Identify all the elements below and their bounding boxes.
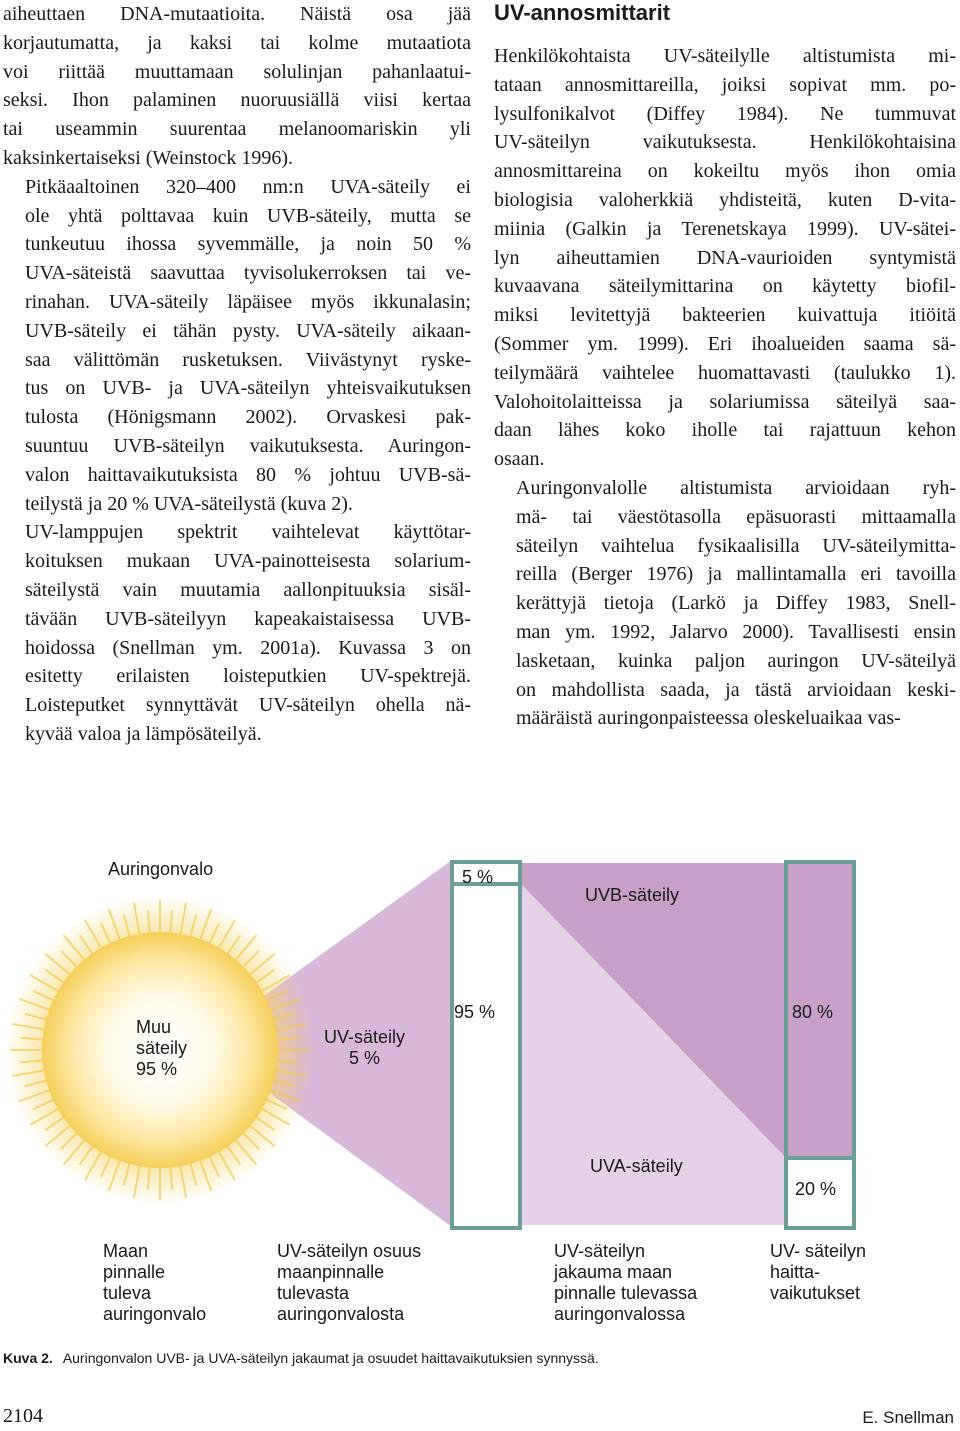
- left-paragraph-2-line: suuntuu UVB-säteilyn vaikutuksesta. Auringon-: [25, 434, 471, 457]
- right-paragraph-1-line: (Sommer ym. 1999). Eri ihoalueiden saama sä-: [494, 332, 956, 355]
- bottom-label-2: UV-säteilyn osuus maanpinnalle tulevasta auringonvalosta: [277, 1241, 422, 1324]
- other-radiation-label: Muu säteily 95 %: [136, 1017, 188, 1079]
- bottom-label-4: UV- säteilyn haitta- vaikutukset: [770, 1241, 867, 1303]
- left-paragraph-1: [3, 0, 471, 173]
- right-paragraph-1-line: Valohoitolaitteissa ja solariumissa säteilyä saa-: [494, 390, 956, 413]
- left-paragraph-2-line: UVB-säteily ei tähän pysty. UVA-säteily aikaan-: [25, 319, 471, 342]
- right-paragraph-1: [494, 42, 956, 474]
- left-paragraph-2-line: tulosta (Hönigsmann 2002). Orvaskesi pak-: [25, 406, 471, 429]
- left-paragraph-1-line: kaksinkertaiseksi (Weinstock 1996).: [3, 146, 293, 169]
- left-paragraph-2-line: Pitkäaaltoinen 320–400 nm:n UVA-säteily ei: [25, 175, 471, 198]
- bottom-label-3: UV-säteilyn jakauma maan pinnalle tulevassa auringonvalossa: [554, 1241, 698, 1324]
- left-paragraph-1-line: voi riittää muuttamaan solulinjan pahanlaatui-: [3, 60, 471, 83]
- figure-uv-distribution: [0, 845, 960, 1345]
- section-heading: UV-annosmittarit: [494, 0, 671, 25]
- right-paragraph-1-line: miinia (Galkin ja Terenetskaya 1999). UV-sätei-: [494, 217, 956, 240]
- left-paragraph-3-line: säteilystä vain muutamia aallonpituuksia sisäl-: [25, 578, 471, 601]
- right-paragraph-2-line: on mahdollista saada, ja tästä arvioidaan keski-: [516, 678, 956, 701]
- left-paragraph-3-line: tävään UVB-säteilyyn kapeakaistaisessa UVB-: [25, 607, 471, 630]
- uvb-label: UVB-säteily: [585, 885, 680, 905]
- bar-1-top-percent: 5 %: [462, 867, 494, 887]
- bottom-label-1: Maan pinnalle tuleva auringonvalo: [103, 1241, 207, 1324]
- right-paragraph-1-line: biologisia valoherkkiä yhdisteitä, kuten D-vita-: [494, 188, 956, 211]
- sunlight-title: Auringonvalo: [108, 859, 214, 879]
- caption-text: Auringonvalon UVB- ja UVA-säteilyn jakaumat ja osuudet haittavaikutuksien synnyssä.: [62, 1350, 599, 1366]
- right-paragraph-1-line: annosmittareina on kokeiltu myös ihon omia: [494, 160, 956, 183]
- right-paragraph-2-line: kerättyjä tietoja (Larkö ja Diffey 1983, Snell-: [516, 592, 956, 615]
- uv-radiation-label: UV-säteily 5 %: [324, 1027, 406, 1068]
- left-paragraph-1-line: tai useammin suurentaa melanoomariskin yli: [3, 118, 471, 141]
- figure-caption: [3, 1350, 599, 1366]
- left-paragraph-3: [3, 518, 471, 748]
- left-paragraph-3-line: koituksen mukaan UVA-painotteisesta solarium-: [25, 550, 471, 573]
- right-paragraph-2-line: Auringonvalolle altistumista arvioidaan ryh-: [516, 476, 956, 499]
- left-paragraph-3-line: hoidossa (Snellman ym. 2001a). Kuvassa 3 on: [25, 636, 471, 659]
- right-paragraph-2-line: määräistä auringonpaisteessa oleskeluaikaa vas-: [516, 707, 901, 730]
- right-column: [494, 0, 956, 733]
- left-paragraph-2-line: UVA-säteistä saavuttaa tyvisolukerroksen tai ve-: [25, 262, 471, 285]
- left-paragraph-3-line: Loisteputket synnyttävät UV-säteilyn ohella nä-: [25, 694, 471, 717]
- left-paragraph-2: [3, 173, 471, 519]
- left-paragraph-2-line: valon haittavaikutuksista 80 % johtuu UVB-sä-: [25, 463, 471, 486]
- left-paragraph-3-line: kyvää valoa ja lämpösäteilyä.: [25, 722, 262, 745]
- left-paragraph-2-line: ole yhtä polttavaa kuin UVB-säteily, mutta se: [25, 204, 471, 227]
- left-paragraph-1-line: korjautumatta, ja kaksi tai kolme mutaatiota: [3, 31, 471, 54]
- right-paragraph-2-line: lasketaan, kuinka paljon auringon UV-säteilyä: [516, 649, 956, 672]
- left-paragraph-2-line: rinahan. UVA-säteily läpäisee myös ikkunalasin;: [25, 290, 471, 313]
- right-paragraph-1-line: UV-säteilyn vaikutuksesta. Henkilökohtaisina: [494, 131, 956, 154]
- right-paragraph-1-line: miksi levitettyjä bakteerien kuivattuja itiöitä: [494, 304, 956, 327]
- right-paragraph-1-line: daan lähes koko iholle tai rajattuun kehon: [494, 419, 956, 442]
- bar-2-top-percent: 80 %: [792, 1002, 834, 1022]
- left-paragraph-3-line: UV-lamppujen spektrit vaihtelevat käyttötar-: [25, 521, 471, 544]
- author-name: E. Snellman: [862, 1408, 954, 1427]
- right-paragraph-2-line: mä- tai väestötasolla epäsuorasti mittaamalla: [516, 505, 956, 528]
- bar-2-bottom-percent: 20 %: [795, 1179, 837, 1199]
- right-paragraph-1-line: tataan annosmittareilla, joiksi sopivat mm. po-: [494, 73, 956, 96]
- bar-1: [452, 862, 520, 1228]
- left-paragraph-1-line: seksi. Ihon palaminen nuoruusiällä viisi kertaa: [3, 89, 471, 112]
- bar-2: [786, 862, 854, 1228]
- page-number: 2104: [3, 1405, 43, 1427]
- caption-label: Kuva 2.: [3, 1350, 53, 1366]
- bar-1-bottom-percent: 95 %: [454, 1002, 496, 1022]
- right-paragraph-2-line: reilla (Berger 1976) ja mallintamalla eri tavoilla: [516, 563, 956, 586]
- right-paragraph-2-line: säteilyn vaihtelua fysikaalisilla UV-säteilymitta-: [516, 534, 956, 557]
- left-paragraph-2-line: saa välittömän rusketuksen. Viivästynyt rуske-: [25, 348, 471, 371]
- left-paragraph-1-line: aiheuttaen DNA-mutaatioita. Näistä osa jää: [3, 3, 471, 25]
- right-paragraph-2-line: man ym. 1992, Jalarvo 2000). Tavallisesti ensin: [516, 620, 956, 643]
- left-paragraph-2-line: tus on UVB- ja UVA-säteilyn yhteisvaikutuksen: [25, 377, 471, 400]
- left-column: [3, 0, 471, 749]
- right-paragraph-1-line: Henkilökohtaista UV-säteilylle altistumista mi-: [494, 45, 956, 67]
- right-paragraph-2: [494, 474, 956, 733]
- right-paragraph-1-line: lysulfonikalvot (Diffey 1984). Ne tummuvat: [494, 102, 956, 125]
- left-paragraph-2-line: teilystä ja 20 % UVA-säteilystä (kuva 2).: [25, 492, 353, 515]
- right-paragraph-1-line: teilymäärä vaihtelee huomattavasti (taulukko 1).: [494, 361, 956, 384]
- right-paragraph-1-line: kuvaavana säteilymittarina on käytetty biofil-: [494, 275, 956, 298]
- right-paragraph-1-line: osaan.: [494, 448, 545, 471]
- bar-1-other-segment: [452, 884, 520, 1228]
- right-paragraph-1-line: lyn aiheuttamien DNA-vaurioiden syntymistä: [494, 246, 956, 269]
- uva-label: UVA-säteily: [590, 1156, 683, 1176]
- left-paragraph-2-line: tunkeutuu ihossa syvemmälle, ja noin 50 %: [25, 233, 471, 256]
- left-paragraph-3-line: esitetty erilaisten loisteputkien UV-spektrejä.: [25, 665, 471, 688]
